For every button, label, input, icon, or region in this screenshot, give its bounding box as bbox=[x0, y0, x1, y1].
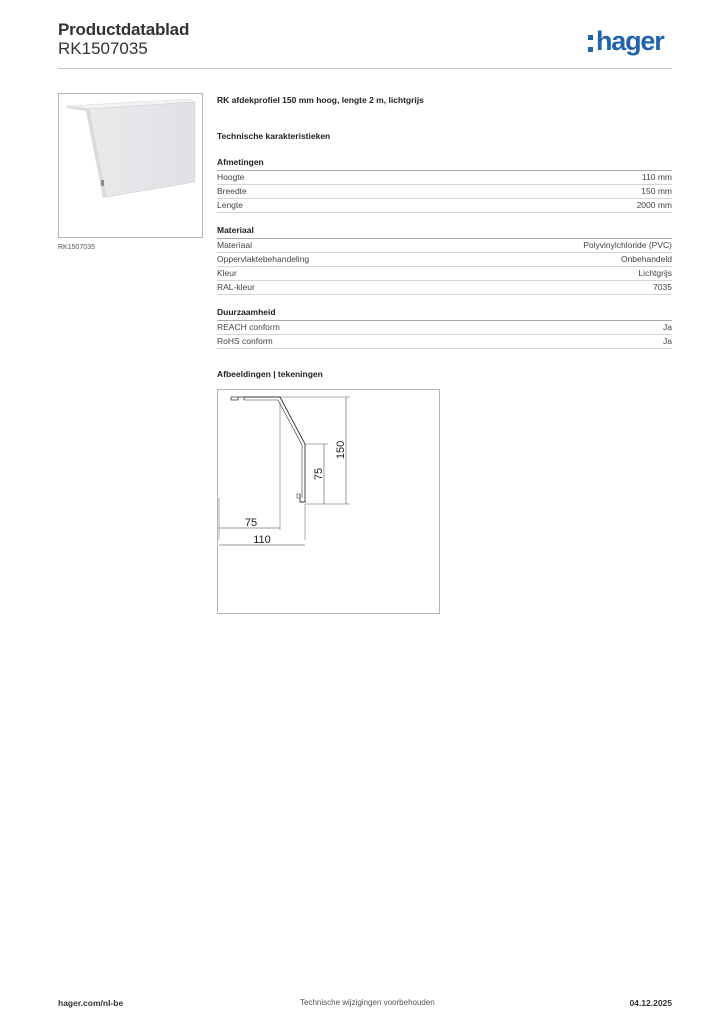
profile-outline bbox=[231, 397, 244, 400]
footer-date: 04.12.2025 bbox=[629, 998, 672, 1008]
spec-value: 110 mm bbox=[641, 172, 672, 182]
spec-value: Onbehandeld bbox=[620, 254, 672, 264]
logo-mark-icon bbox=[588, 35, 593, 52]
spec-row bbox=[217, 335, 672, 349]
spec-label: REACH conform bbox=[217, 322, 280, 332]
profile-drawing bbox=[218, 390, 439, 613]
dimension-label-110: 110 bbox=[253, 534, 271, 546]
product-title: RK afdekprofiel 150 mm hoog, lengte 2 m, lichtgrijs bbox=[217, 95, 424, 105]
dimension-label-75-horizontal: 75 bbox=[244, 517, 258, 529]
footer-website: hager.com/nl-be bbox=[58, 998, 124, 1008]
spec-label: Breedte bbox=[217, 186, 247, 196]
spec-value: Ja bbox=[663, 322, 672, 332]
technical-drawing bbox=[217, 389, 440, 614]
spec-row bbox=[217, 321, 672, 335]
product-code: RK1507035 bbox=[58, 39, 148, 58]
profile-photo-image bbox=[59, 94, 202, 237]
spec-label: Hoogte bbox=[217, 172, 245, 182]
spec-value: Lichtgrijs bbox=[638, 268, 672, 278]
spec-row bbox=[217, 185, 672, 199]
document-title: Productdatablad bbox=[58, 20, 190, 39]
spec-value: 150 mm bbox=[641, 186, 672, 196]
section-material bbox=[217, 225, 672, 295]
spec-label: Oppervlaktebehandeling bbox=[217, 254, 310, 264]
spec-content bbox=[217, 95, 672, 382]
profile-outline bbox=[244, 397, 305, 502]
footer-notice: Technische wijzigingen voorbehouden bbox=[300, 998, 435, 1007]
spec-value: Polyvinylchloride (PVC) bbox=[583, 240, 672, 250]
section-title: Materiaal bbox=[217, 225, 672, 239]
section-title: Afmetingen bbox=[217, 157, 672, 171]
spec-label: Lengte bbox=[217, 200, 243, 210]
spec-label: Materiaal bbox=[217, 240, 252, 250]
section-sustainability bbox=[217, 307, 672, 349]
spec-value: 7035 bbox=[653, 282, 672, 292]
spec-label: Kleur bbox=[217, 268, 237, 278]
section-title: Duurzaamheid bbox=[217, 307, 672, 321]
profile-outline bbox=[244, 400, 302, 498]
spec-row bbox=[217, 239, 672, 253]
hager-logo bbox=[588, 26, 664, 56]
profile-outline bbox=[297, 494, 300, 498]
technical-characteristics-title: Technische karakteristieken bbox=[217, 131, 331, 141]
spec-row bbox=[217, 199, 672, 213]
spec-row bbox=[217, 267, 672, 281]
dimension-label-75-vertical: 75 bbox=[313, 467, 325, 481]
spec-label: RoHS conform bbox=[217, 336, 273, 346]
spec-row bbox=[217, 171, 672, 185]
spec-row bbox=[217, 281, 672, 295]
spec-value: 2000 mm bbox=[636, 200, 672, 210]
logo-text: hager bbox=[596, 26, 664, 56]
header-divider bbox=[58, 68, 672, 69]
photo-caption: RK1507035 bbox=[58, 244, 95, 251]
spec-row bbox=[217, 253, 672, 267]
section-dimensions bbox=[217, 157, 672, 213]
dimension-label-150: 150 bbox=[335, 440, 347, 460]
product-photo bbox=[58, 93, 203, 238]
drawings-title: Afbeeldingen | tekeningen bbox=[217, 369, 323, 379]
spec-label: RAL-kleur bbox=[217, 282, 255, 292]
spec-value: Ja bbox=[663, 336, 672, 346]
